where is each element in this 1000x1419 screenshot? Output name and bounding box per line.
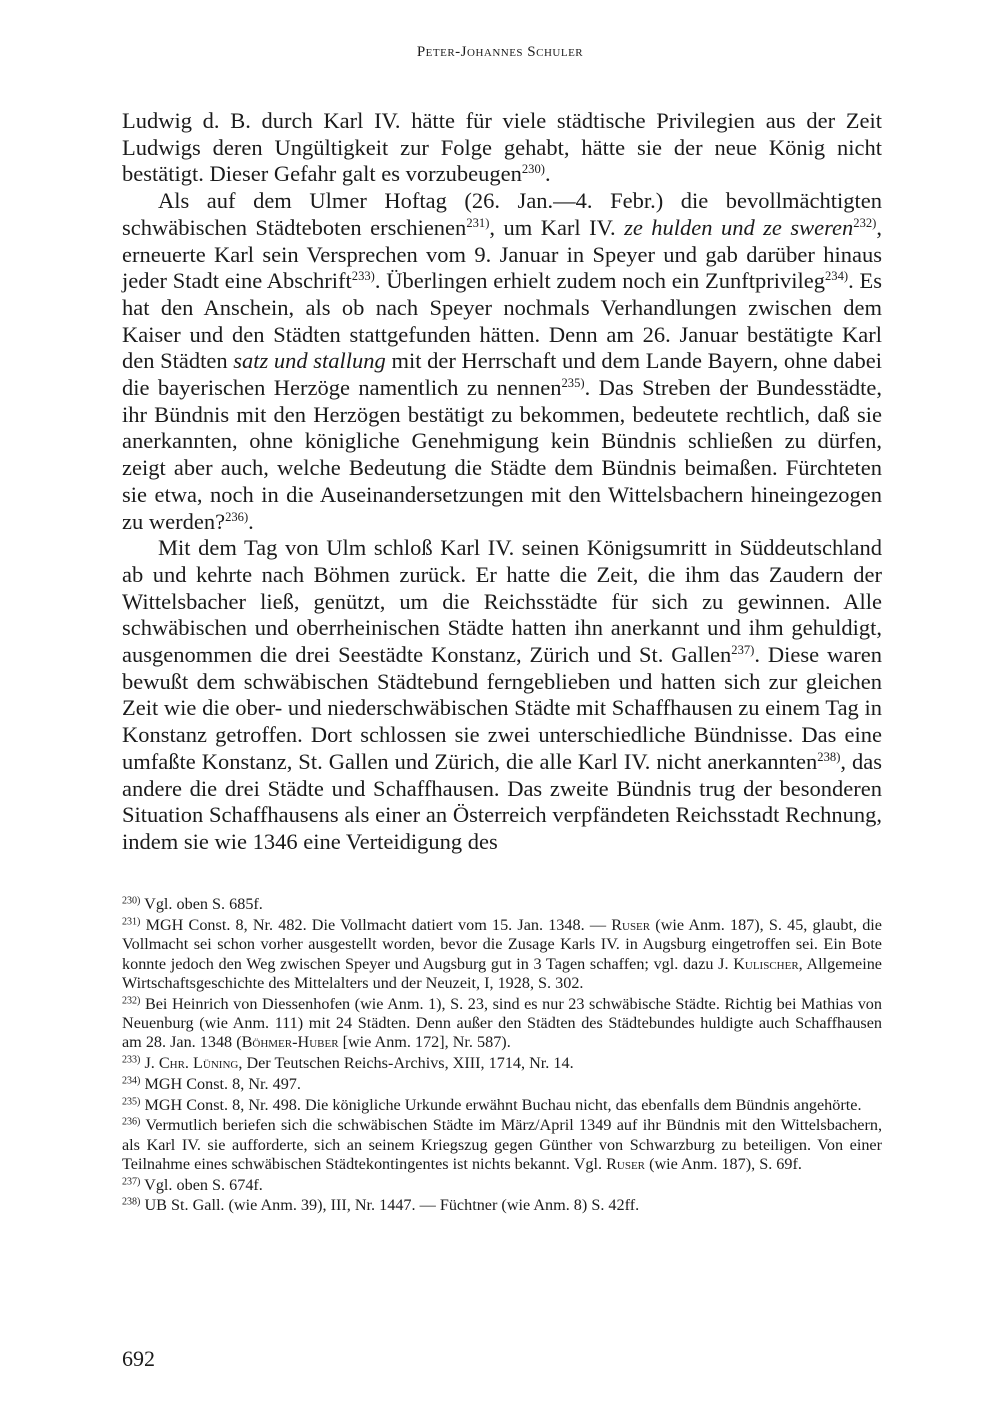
page-number: 692: [122, 1346, 155, 1371]
footnote-number: 237): [122, 1176, 141, 1188]
footnote-237: [122, 1176, 882, 1195]
footnote-text: Vermutlich beriefen sich die schwäbischen Städte im März/April 1349 auf ihr Bündnis mit den Wittelsbachern, als Karl IV. sie aufforderte, sich an seinem Kriegszug gegen Günther von Schwarzburg zu beteiligen. Von einer Teilnahme eines schwäbischen Städtekontingentes ist nichts bekannt. Vgl.: [122, 1116, 882, 1174]
text-run: . Das Streben der Bundesstädte, ihr Bündnis mit den Herzögen bestätigt zu bekommen, bedeutete rechtlich, daß sie anerkannten, ohne königliche Genehmigung kein Bündnis schließen zu dürfen, zeigt aber auch, welche Bedeutung die Städte dem Bündnis beimaßen. Fürchteten sie etwa, noch in die Auseinandersetzungen mit den Wittelsbachern hineingezogen zu werden?: [122, 375, 882, 534]
text-run: Ludwig d. B. durch Karl IV. hätte für viele städtische Privilegien aus der Zeit Ludwigs deren Ungültigkeit zur Folge gehabt, hätte sie der neue König nicht bestätigt. Dieser Gefahr galt es vorzubeugen: [122, 108, 882, 187]
running-header: [0, 44, 1000, 61]
paragraph-2: [122, 188, 882, 535]
footnote-ref-237[interactable]: 237): [731, 643, 755, 658]
text-run: .: [544, 161, 551, 187]
text-run: .: [248, 508, 254, 534]
footnote-234: [122, 1075, 882, 1094]
quoted-phrase: ze hulden und ze sweren: [624, 214, 854, 240]
footnotes: [122, 895, 882, 1217]
footnote-ref-231[interactable]: 231): [466, 216, 490, 231]
main-text: [122, 108, 882, 856]
footnote-text: Bei Heinrich von Diessenhofen (wie Anm. 1), S. 23, sind es nur 23 schwäbische Städte. Richtig bei Mathias von Neuenburg (wie Anm. 111) mit 24 Städten. Denn außer den Städten des Städtebundes huldigte auch Schaffhausen am 28. Jan. 1348 (: [122, 994, 882, 1052]
footnote-ref-234[interactable]: 234): [825, 269, 849, 284]
text-run: , erneuerte Karl sein Versprechen vom 9. Januar in Speyer und gab darüber hinaus jeder Stadt eine Abschrift: [122, 214, 882, 294]
footnote-232: [122, 995, 882, 1053]
text-run: . Diese waren bewußt dem schwäbischen Städtebund ferngeblieben und hatten sich zur gleichen Zeit wie die ober- und niederschwäbischen Städte mit Schaffhausen zu einem Tag in Konstanz getroffen. Dort schlossen sie zwei unterschiedliche Bündnisse. Das eine umfaßte Konstanz, St. Gallen und Zürich, die alle Karl IV. nicht anerkannten: [122, 642, 882, 774]
text-run: Mit dem Tag von Ulm schloß Karl IV. seinen Königsumritt in Süddeutschland ab und kehrte nach Böhmen zurück. Er hatte die Zeit, die ihm das Zaudern der Wittelsbacher ließ, genützt, um die Reichsstädte für sich zu gewinnen. Alle schwäbischen und oberrheinischen Städte hatten ihn anerkannt und ihm gehuldigt, ausgenommen die drei Seestädte Konstanz, Zürich und St. Gallen: [122, 535, 882, 668]
footnote-number: 238): [122, 1196, 141, 1208]
footnote-238: [122, 1196, 882, 1215]
footnote-ref-236[interactable]: 236): [225, 509, 249, 524]
footnote-text: MGH Const. 8, Nr. 497.: [140, 1074, 301, 1093]
footnote-number: 230): [122, 895, 141, 907]
footnote-235: [122, 1096, 882, 1115]
footnote-ref-235[interactable]: 235): [561, 376, 585, 391]
author-name: Chr. Lüning: [158, 1054, 239, 1073]
text-run: mit der Herrschaft und dem Lande Bayern, ohne dabei die bayerischen Herzöge namentlich zu nennen: [122, 348, 882, 401]
footnote-231: [122, 916, 882, 994]
footnote-number: 234): [122, 1075, 141, 1087]
footnote-text: (wie Anm. 187), S. 45, glaubt, die Vollmacht sei schon vorher ausgestellt worden, bevor die Zusage Karls IV. in Augsburg eingetroffen sei. Ein Bote konnte jedoch den Weg zwischen Speyer und Augsburg gut in 3 Tagen schaffen; vgl. dazu J.: [122, 915, 882, 973]
text-run: , um Karl IV.: [489, 214, 625, 240]
footnote-text: Vgl. oben S. 685f.: [140, 895, 263, 913]
footnote-number: 235): [122, 1096, 141, 1108]
footnote-ref-230[interactable]: 230): [521, 162, 545, 177]
footnote-number: 233): [122, 1054, 141, 1066]
author-name: Ruser: [606, 1155, 646, 1174]
footnote-text: [wie Anm. 172], Nr. 587).: [338, 1033, 511, 1052]
footnote-ref-238[interactable]: 238): [817, 750, 841, 765]
text-run: . Überlingen erhielt zudem noch ein Zunftprivileg: [374, 268, 825, 294]
footnote-number: 232): [122, 995, 141, 1007]
footnote-number: 231): [122, 916, 141, 928]
footnote-text: (wie Anm. 187), S. 69f.: [645, 1155, 802, 1174]
footnote-230: [122, 895, 882, 914]
footnote-number: 236): [122, 1116, 141, 1128]
footnote-ref-232[interactable]: 232): [853, 216, 877, 231]
footnote-text: , Allgemeine Wirtschaftsgeschichte des Mittelalters und der Neuzeit, I, 1928, S. 302.: [122, 954, 882, 992]
author-name: Ruser: [611, 915, 651, 934]
footnote-text: Vgl. oben S. 674f.: [140, 1175, 263, 1194]
footnote-text: , Der Teutschen Reichs-Archivs, XIII, 1714, Nr. 14.: [238, 1054, 574, 1073]
footnote-233: [122, 1054, 882, 1073]
footnote-236: [122, 1116, 882, 1174]
author-name: Kulischer: [733, 954, 799, 973]
text-run: Als auf dem Ulmer Hoftag (26. Jan.—4. Febr.) die bevollmächtigten schwäbischen Städteboten erschienen: [122, 188, 882, 240]
quoted-phrase: satz und stallung: [233, 348, 386, 374]
footnote-text: MGH Const. 8, Nr. 498. Die königliche Urkunde erwähnt Buchau nicht, das ebenfalls dem Bündnis angehörte.: [140, 1095, 862, 1114]
footnote-ref-233[interactable]: 233): [351, 269, 375, 284]
text-run: . Es hat den Anschein, als ob nach Speyer nochmals Verhandlungen zwischen dem Kaiser und den Städten stattgefunden hätten. Denn am 26. Januar bestätigte Karl den Städten: [122, 268, 882, 374]
author-name: Böhmer-Huber: [241, 1033, 339, 1052]
footnote-text: J.: [140, 1054, 159, 1073]
paragraph-3: [122, 535, 882, 855]
text-run: , das andere die drei Städte und Schaffhausen. Das zweite Bündnis trug der besonderen Situation Schaffhausens als einer an Österreich verpfändeten Reichsstadt Rechnung, indem sie wie 1346 eine Verteidigung des: [122, 748, 883, 854]
footnote-text: MGH Const. 8, Nr. 482. Die Vollmacht datiert vom 15. Jan. 1348. —: [140, 915, 612, 934]
footnote-text: UB St. Gall. (wie Anm. 39), III, Nr. 1447. — Füchtner (wie Anm. 8) S. 42ff.: [140, 1196, 640, 1215]
running-header-author: Peter-Johannes Schuler: [416, 44, 584, 60]
paragraph-1: [122, 108, 882, 188]
